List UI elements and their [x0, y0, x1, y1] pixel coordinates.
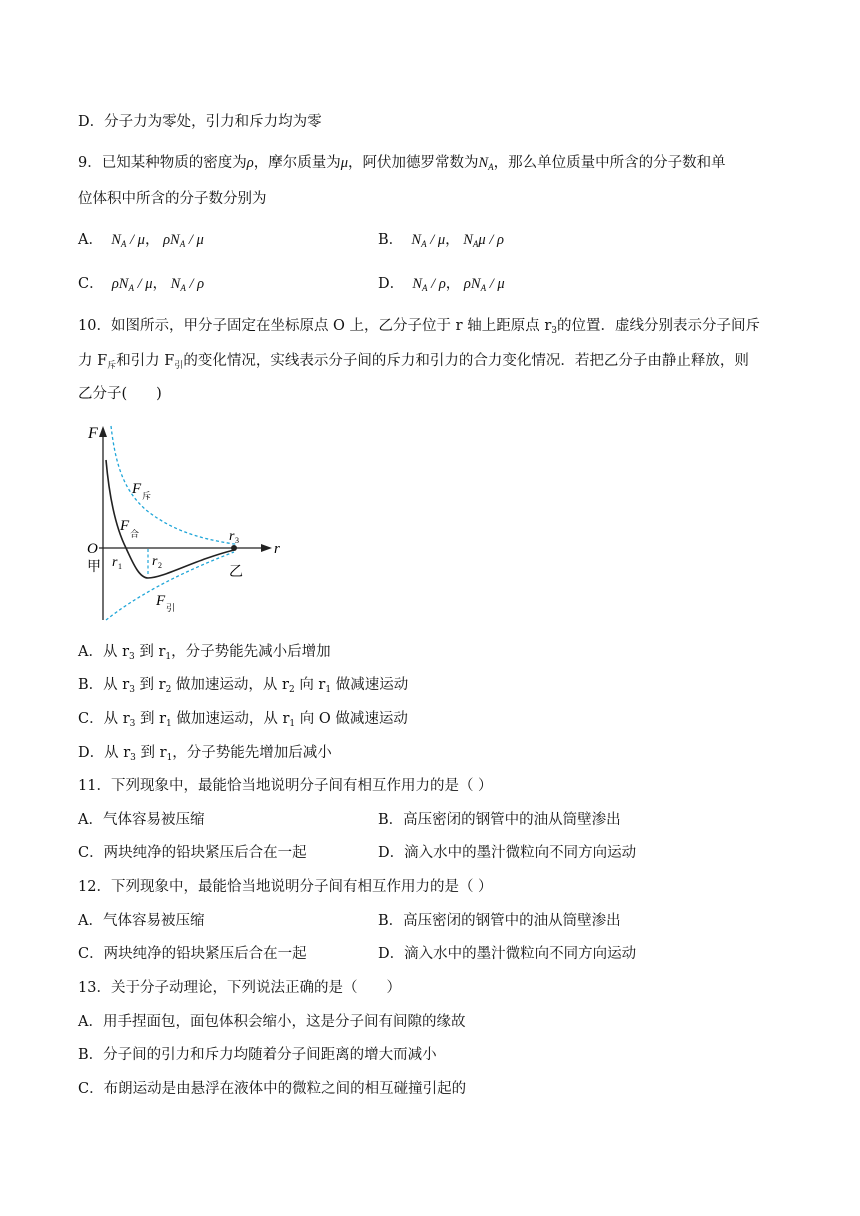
molecular-force-graph — [84, 420, 284, 622]
q10-stem-line1: 10．如图所示，甲分子固定在坐标原点 O 上，乙分子位于 r 轴上距原点 $r_3$的位置．虚线分别表示分子间斥 — [78, 318, 760, 336]
q10-option-b: B．从 $r_3$ 到 $r_2$ 做加速运动，从 $r_2$ 向 $r_1$ 做减速运动 — [78, 677, 409, 695]
jia-label: 甲 — [87, 559, 101, 575]
q11-option-d: D．滴入水中的墨汁微粒向不同方向运动 — [378, 845, 637, 861]
q11-option-b: B．高压密闭的钢管中的油从筒壁渗出 — [378, 812, 621, 828]
q11-stem: 11．下列现象中，最能恰当地说明分子间有相互作用力的是（ ） — [78, 778, 493, 794]
r-axis-arrow — [261, 544, 272, 552]
prev-option-d: D．分子力为零处，引力和斥力均为零 — [78, 114, 322, 130]
q9-option-d: D． $N_A$ / ρ， $\rho N_A$ / μ — [378, 276, 505, 293]
q9-stem-line1 — [78, 153, 726, 177]
q10-option-a: A．从 $r_3$ 到 $r_1$，分子势能先减小后增加 — [78, 644, 331, 662]
q9-option-b: B． $N_A$ / μ， $N_A\mu$ / ρ — [378, 232, 504, 249]
q10-stem-line3: 乙分子( ) — [78, 386, 162, 402]
q9-text-b: ，摩尔质量为 — [253, 155, 341, 171]
mu-symbol: μ — [340, 155, 348, 171]
f-resultant-sub: 合 — [130, 530, 140, 540]
q10-option-d: D．从 $r_3$ 到 $r_1$，分子势能先增加后减小 — [78, 745, 332, 763]
q10-option-c: C．从 $r_3$ 到 $r_1$ 做加速运动，从 $r_1$ 向 O 做减速运动 — [78, 711, 408, 729]
f-attractive-label: F — [156, 593, 166, 609]
q9-text-a: 9．已知某种物质的密度为 — [78, 155, 247, 171]
q9-text-d: ，那么单位质量中所含的分子数和单 — [493, 155, 726, 171]
q10-stem-line2: 力 $F_斥$和引力 $F_引$的变化情况，实线表示分子间的斥力和引力的合力变化情况．若把乙分子由静止释放，则 — [78, 353, 749, 371]
q9-option-a-formula: $N_A$ / μ， $\rho N_A$ / μ — [107, 232, 204, 249]
r1-label: r — [112, 555, 118, 570]
q12-option-d: D．滴入水中的墨汁微粒向不同方向运动 — [378, 946, 637, 962]
q11-option-c: C．两块纯净的铅块紧压后合在一起 — [78, 845, 307, 861]
r1-sub: 1 — [118, 562, 122, 571]
r2-sub: 2 — [158, 561, 162, 570]
q12-stem: 12．下列现象中，最能恰当地说明分子间有相互作用力的是（ ） — [78, 879, 493, 895]
rho-symbol: ρ — [246, 155, 254, 171]
r3-sub: 3 — [235, 536, 239, 545]
q9-option-d-formula: $N_A$ / ρ， $\rho N_A$ / μ — [408, 276, 505, 293]
q9-stem-line2: 位体积中所含的分子数分别为 — [78, 191, 267, 207]
r3-point — [231, 545, 237, 551]
q9-option-b-formula: $N_A$ / μ， $N_A\mu$ / ρ — [407, 232, 504, 249]
na-symbol: $N_A$ — [478, 155, 494, 172]
q13-stem: 13．关于分子动理论，下列说法正确的是（ ） — [78, 980, 401, 996]
yi-label: 乙 — [229, 564, 243, 580]
q12-option-c: C．两块纯净的铅块紧压后合在一起 — [78, 946, 307, 962]
f-resultant-label: F — [120, 518, 130, 534]
f-axis-label: F — [88, 425, 98, 442]
q11-option-a: A．气体容易被压缩 — [78, 812, 205, 828]
q13-option-a: A．用手捏面包，面包体积会缩小，这是分子间有间隙的缘故 — [78, 1014, 466, 1030]
origin-label: O — [87, 541, 98, 557]
f-attractive-sub: 引 — [166, 604, 176, 614]
r3-label: r — [229, 529, 235, 544]
q13-option-b: B．分子间的引力和斥力均随着分子间距离的增大而减小 — [78, 1047, 437, 1063]
q9-text-c: ，阿伏加德罗常数为 — [347, 155, 479, 171]
q9-option-c: C． $\rho N_A$ / μ， $N_A$ / ρ — [78, 276, 205, 293]
q12-option-b: B．高压密闭的钢管中的油从筒壁渗出 — [378, 913, 621, 929]
q9-option-a: A． $N_A$ / μ， $\rho N_A$ / μ — [78, 232, 204, 249]
r-axis-label: r — [274, 541, 280, 557]
f-repulsive-label: F — [132, 481, 142, 497]
q13-option-c: C．布朗运动是由悬浮在液体中的微粒之间的相互碰撞引起的 — [78, 1081, 467, 1097]
f-repulsive-sub: 斥 — [142, 492, 152, 502]
f-axis-arrow — [99, 426, 107, 437]
r2-label: r — [152, 554, 158, 569]
q12-option-a: A．气体容易被压缩 — [78, 913, 205, 929]
q9-option-c-formula: $\rho N_A$ / μ， $N_A$ / ρ — [108, 276, 205, 293]
f-repulsive-curve — [111, 426, 236, 544]
